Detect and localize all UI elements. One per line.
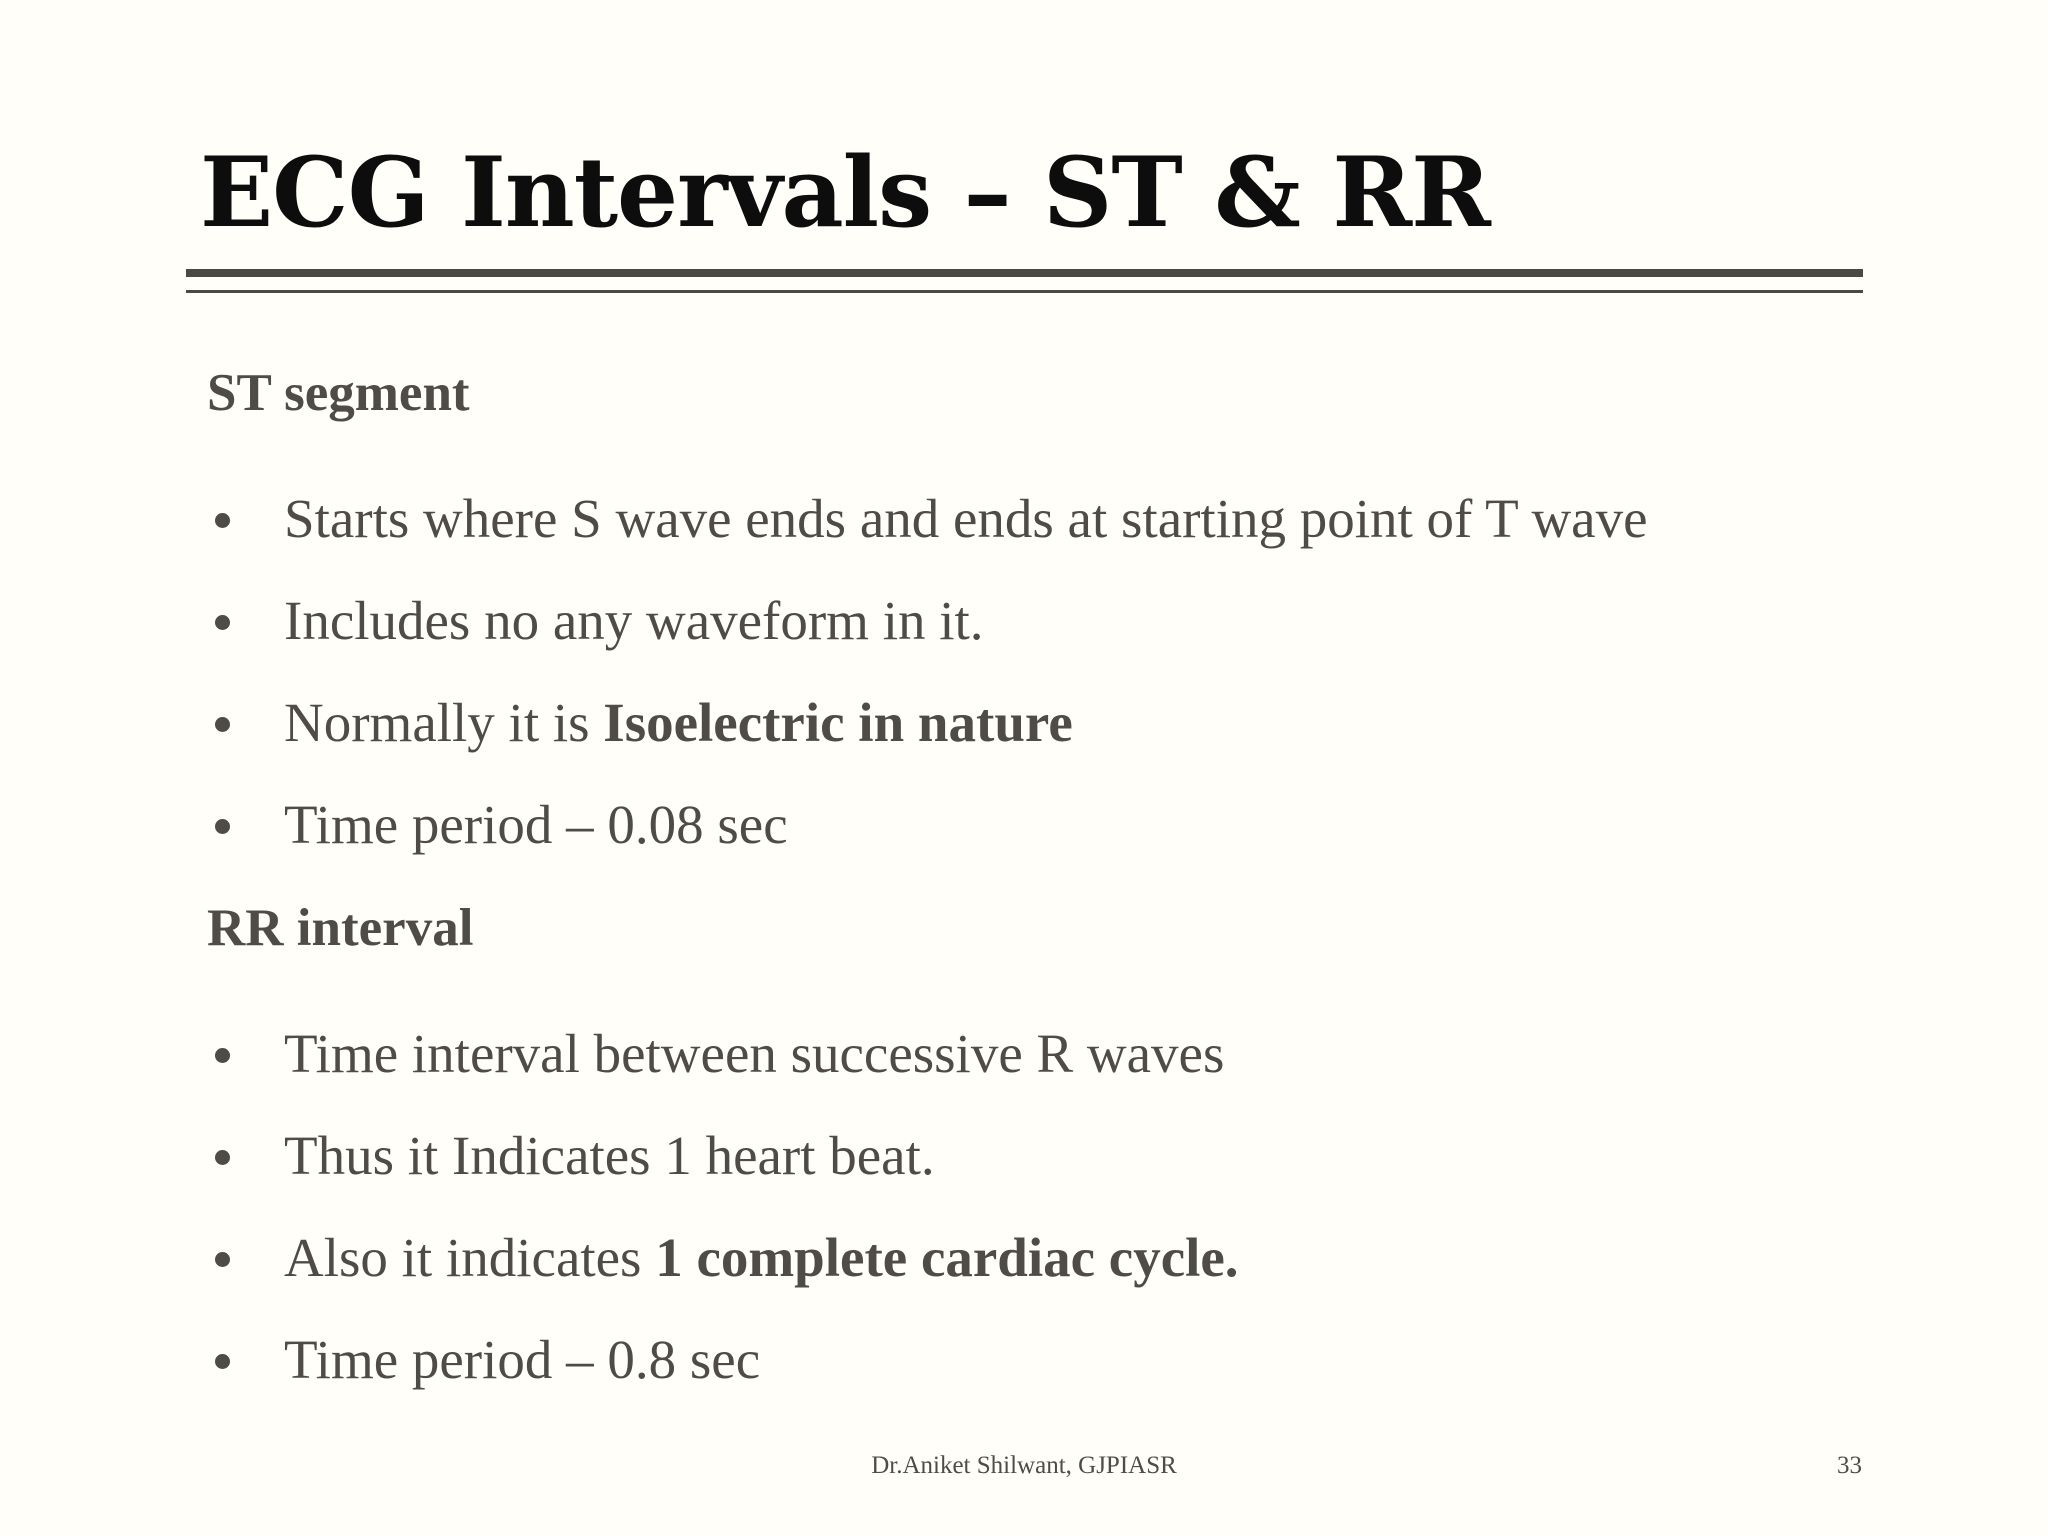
- bullet-icon: [215, 717, 230, 732]
- list-item: [207, 691, 1847, 755]
- title-divider-thin: [186, 290, 1863, 293]
- bullet-text: Also it indicates 1 complete cardiac cycle.: [284, 1227, 1239, 1288]
- list-item: [207, 589, 1847, 653]
- bullet-icon: [215, 819, 230, 834]
- footer-author: Dr.Aniket Shilwant, GJPIASR: [871, 1452, 1177, 1479]
- list-item: [207, 793, 1847, 857]
- bullet-text: Includes no any waveform in it.: [284, 590, 984, 651]
- list-item: [207, 487, 1847, 551]
- section-heading-st-segment: ST segment: [207, 364, 470, 422]
- bullet-bold-text: Isoelectric in nature: [603, 692, 1073, 753]
- section-heading-rr-interval: RR interval: [207, 899, 474, 957]
- list-item: [207, 1022, 1847, 1086]
- bullet-icon: [215, 513, 230, 528]
- bullet-bold-text: 1 complete cardiac cycle.: [655, 1227, 1239, 1288]
- list-item: [207, 1328, 1847, 1392]
- bullet-text: Thus it Indicates 1 heart beat.: [284, 1125, 935, 1186]
- bullet-icon: [215, 1252, 230, 1267]
- bullet-icon: [215, 1354, 230, 1369]
- bullet-icon: [215, 1048, 230, 1063]
- bullet-text: Starts where S wave ends and ends at starting point of T wave: [284, 488, 1648, 549]
- bullet-text: Time period – 0.08 sec: [284, 794, 788, 855]
- list-item: [207, 1226, 1847, 1290]
- title-divider-thick: [186, 269, 1863, 277]
- slide-title: ECG Intervals – ST & RR: [200, 136, 1490, 249]
- page-number: 33: [1837, 1452, 1862, 1479]
- list-item: [207, 1124, 1847, 1188]
- bullet-text: Time period – 0.8 sec: [284, 1329, 761, 1390]
- bullet-text: Normally it is Isoelectric in nature: [284, 692, 1073, 753]
- bullet-icon: [215, 615, 230, 630]
- bullet-text: Time interval between successive R waves: [284, 1023, 1225, 1084]
- bullet-icon: [215, 1150, 230, 1165]
